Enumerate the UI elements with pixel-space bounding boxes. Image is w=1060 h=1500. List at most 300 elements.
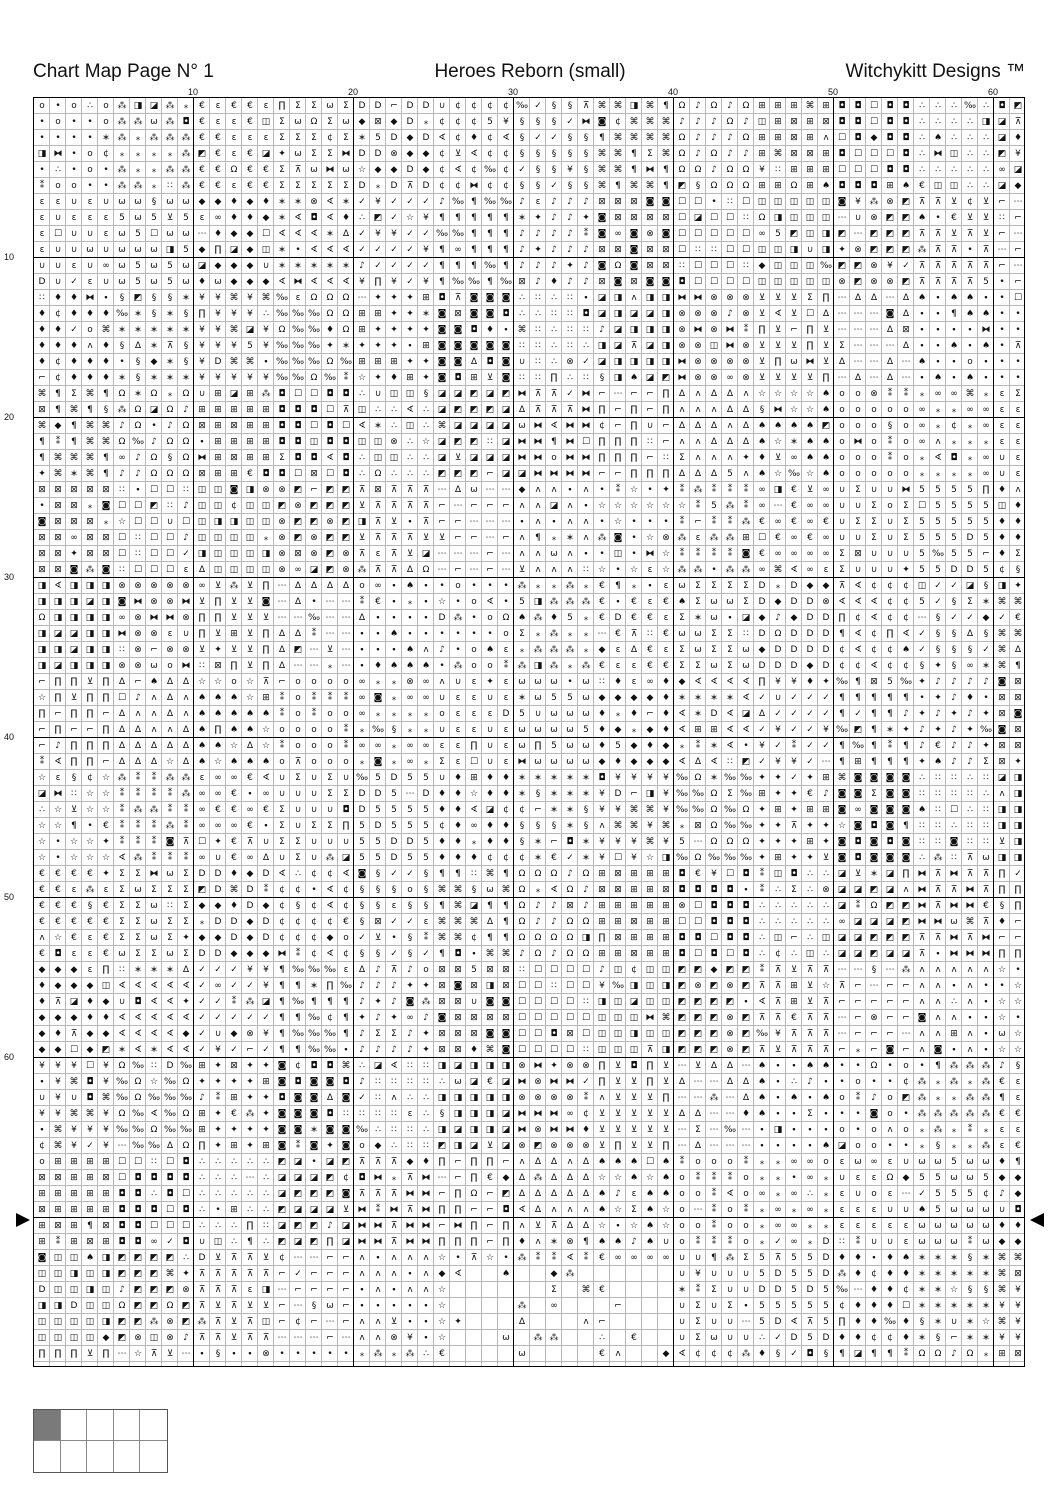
stitch-symbol: ◩ bbox=[898, 210, 914, 226]
stitch-symbol: ⊼ bbox=[802, 1026, 818, 1042]
stitch-symbol: ◘ bbox=[338, 1074, 354, 1090]
stitch-symbol: ⁎ bbox=[914, 1138, 930, 1154]
stitch-symbol: ♠ bbox=[802, 418, 818, 434]
stitch-symbol: ⊠ bbox=[658, 242, 674, 258]
stitch-symbol: ◪ bbox=[642, 306, 658, 322]
stitch-symbol: Ω bbox=[706, 786, 722, 802]
stitch-symbol: ◩ bbox=[146, 1266, 162, 1282]
stitch-symbol: D bbox=[210, 914, 226, 930]
stitch-symbol: ⁂ bbox=[834, 1266, 850, 1282]
stitch-symbol: ∪ bbox=[674, 1298, 690, 1314]
stitch-symbol: ⁂ bbox=[162, 130, 178, 146]
stitch-symbol: ε bbox=[66, 210, 82, 226]
stitch-symbol: § bbox=[546, 162, 562, 178]
stitch-symbol: ∴ bbox=[386, 402, 402, 418]
stitch-symbol: ⌐ bbox=[50, 706, 66, 722]
stitch-symbol: ∙ bbox=[802, 1138, 818, 1154]
stitch-symbol: ◨ bbox=[466, 1106, 482, 1122]
stitch-symbol: ◨ bbox=[994, 802, 1010, 818]
stitch-symbol: ⁑ bbox=[850, 898, 866, 914]
stitch-symbol: ∴ bbox=[962, 178, 978, 194]
stitch-symbol: ✓ bbox=[226, 962, 242, 978]
stitch-symbol: ◙ bbox=[402, 994, 418, 1010]
stitch-symbol: ∷ bbox=[162, 498, 178, 514]
stitch-symbol: ◙ bbox=[34, 1250, 50, 1266]
stitch-symbol: ☆ bbox=[34, 850, 50, 866]
stitch-symbol: ‰ bbox=[306, 338, 322, 354]
stitch-symbol: ʌ bbox=[34, 930, 50, 946]
stitch-symbol: ⊠ bbox=[34, 1170, 50, 1186]
stitch-symbol: ¢ bbox=[866, 642, 882, 658]
stitch-symbol: § bbox=[402, 898, 418, 914]
stitch-symbol: ⊼ bbox=[338, 402, 354, 418]
stitch-symbol: ¥ bbox=[98, 1106, 114, 1122]
stitch-symbol: ʌ bbox=[530, 482, 546, 498]
stitch-symbol: ⌘ bbox=[82, 434, 98, 450]
stitch-symbol: ⁎ bbox=[930, 1074, 946, 1090]
stitch-symbol: ω bbox=[322, 1298, 338, 1314]
stitch-symbol: ⊗ bbox=[130, 610, 146, 626]
stitch-symbol: ∴ bbox=[946, 114, 962, 130]
stitch-symbol: ⊻ bbox=[338, 1202, 354, 1218]
stitch-symbol: ◙ bbox=[306, 1074, 322, 1090]
stitch-symbol: ‰ bbox=[290, 322, 306, 338]
stitch-symbol: ∆ bbox=[450, 482, 466, 498]
stitch-symbol: ⁑ bbox=[578, 1090, 594, 1106]
stitch-symbol: ∢ bbox=[706, 754, 722, 770]
stitch-symbol: ⊼ bbox=[386, 482, 402, 498]
stitch-symbol: ◪ bbox=[594, 306, 610, 322]
stitch-symbol: ⁎ bbox=[946, 402, 962, 418]
stitch-symbol: ¢ bbox=[226, 498, 242, 514]
stitch-symbol: ∴ bbox=[210, 1170, 226, 1186]
stitch-symbol: • bbox=[450, 642, 466, 658]
stitch-symbol: ♦ bbox=[226, 898, 242, 914]
stitch-symbol: ♪ bbox=[578, 882, 594, 898]
stitch-symbol: ¶ bbox=[610, 178, 626, 194]
stitch-symbol: ⊗ bbox=[114, 658, 130, 674]
stitch-symbol: ¢ bbox=[946, 418, 962, 434]
stitch-symbol: D bbox=[418, 786, 434, 802]
stitch-symbol: 5 bbox=[370, 834, 386, 850]
stitch-symbol: 5 bbox=[754, 1266, 770, 1282]
stitch-symbol: • bbox=[322, 1346, 338, 1362]
stitch-symbol: ⋯ bbox=[322, 610, 338, 626]
stitch-symbol: Ω bbox=[786, 178, 802, 194]
stitch-symbol: ◆ bbox=[754, 642, 770, 658]
stitch-symbol: ⊼ bbox=[930, 194, 946, 210]
stitch-symbol: ∗ bbox=[514, 770, 530, 786]
stitch-symbol: ⊠ bbox=[594, 242, 610, 258]
stitch-symbol: ♦ bbox=[898, 1314, 914, 1330]
stitch-symbol: ☐ bbox=[306, 418, 322, 434]
stitch-symbol: Σ bbox=[706, 578, 722, 594]
stitch-symbol: ♪ bbox=[546, 210, 562, 226]
stitch-symbol: • bbox=[306, 882, 322, 898]
stitch-symbol: ◪ bbox=[610, 322, 626, 338]
stitch-symbol: Ω bbox=[162, 434, 178, 450]
stitch-symbol: ◪ bbox=[194, 258, 210, 274]
stitch-symbol: ⌘ bbox=[1010, 594, 1024, 610]
column-label: 40 bbox=[668, 86, 678, 98]
stitch-symbol: ⊻ bbox=[258, 1250, 274, 1266]
stitch-symbol: ⊻ bbox=[770, 450, 786, 466]
stitch-symbol: ✓ bbox=[754, 722, 770, 738]
stitch-symbol: ✦ bbox=[754, 850, 770, 866]
stitch-symbol: Σ bbox=[834, 546, 850, 562]
stitch-symbol: ⁂ bbox=[418, 994, 434, 1010]
stitch-symbol: ⌐ bbox=[338, 1314, 354, 1330]
stitch-symbol: ⊠ bbox=[98, 1170, 114, 1186]
stitch-symbol: ∙ bbox=[930, 338, 946, 354]
stitch-symbol: ∪ bbox=[274, 786, 290, 802]
stitch-symbol: ☐ bbox=[866, 162, 882, 178]
stitch-symbol: ∴ bbox=[562, 370, 578, 386]
stitch-symbol: ✓ bbox=[418, 226, 434, 242]
stitch-symbol: ∴ bbox=[290, 866, 306, 882]
stitch-symbol: ∆ bbox=[274, 642, 290, 658]
stitch-symbol: ⊞ bbox=[642, 866, 658, 882]
stitch-symbol: § bbox=[146, 306, 162, 322]
stitch-symbol: ♦ bbox=[610, 754, 626, 770]
stitch-symbol: ⌘ bbox=[610, 130, 626, 146]
stitch-symbol: 5 bbox=[786, 1282, 802, 1298]
stitch-symbol: ⁎ bbox=[370, 674, 386, 690]
stitch-symbol: ∢ bbox=[114, 850, 130, 866]
stitch-symbol: ◩ bbox=[674, 1010, 690, 1026]
stitch-symbol: ʌ bbox=[706, 402, 722, 418]
stitch-symbol: ¶ bbox=[850, 690, 866, 706]
stitch-symbol: ◆ bbox=[226, 226, 242, 242]
stitch-symbol: ⊠ bbox=[50, 498, 66, 514]
stitch-symbol: ⋯ bbox=[690, 1202, 706, 1218]
stitch-symbol: ☐ bbox=[66, 1042, 82, 1058]
stitch-symbol: ⊗ bbox=[866, 210, 882, 226]
stitch-symbol: ‰ bbox=[178, 1122, 194, 1138]
stitch-symbol: ∷ bbox=[562, 290, 578, 306]
stitch-symbol: ∆ bbox=[738, 1090, 754, 1106]
stitch-symbol: ◩ bbox=[898, 898, 914, 914]
stitch-symbol: ε bbox=[194, 770, 210, 786]
stitch-symbol: € bbox=[594, 578, 610, 594]
stitch-symbol: ⊞ bbox=[210, 450, 226, 466]
stitch-symbol: o bbox=[290, 690, 306, 706]
stitch-symbol: ¥ bbox=[386, 274, 402, 290]
stitch-symbol: o bbox=[402, 882, 418, 898]
stitch-symbol: ε bbox=[66, 882, 82, 898]
stitch-symbol: ☐ bbox=[802, 306, 818, 322]
stitch-symbol: o bbox=[866, 450, 882, 466]
stitch-symbol: ‰ bbox=[450, 274, 466, 290]
stitch-symbol: ⊞ bbox=[658, 930, 674, 946]
stitch-symbol: ◙ bbox=[338, 1138, 354, 1154]
stitch-symbol: ⋯ bbox=[322, 594, 338, 610]
stitch-symbol: ¶ bbox=[834, 690, 850, 706]
stitch-symbol: ⁑ bbox=[146, 770, 162, 786]
stitch-symbol: ⁑ bbox=[690, 546, 706, 562]
stitch-symbol: ♠ bbox=[818, 386, 834, 402]
stitch-symbol: ♦ bbox=[226, 866, 242, 882]
stitch-symbol: • bbox=[850, 1122, 866, 1138]
stitch-symbol: ∏ bbox=[66, 754, 82, 770]
stitch-symbol: ε bbox=[866, 1202, 882, 1218]
stitch-symbol: 5 bbox=[354, 850, 370, 866]
stitch-symbol: ¢ bbox=[50, 370, 66, 386]
stitch-symbol: § bbox=[882, 418, 898, 434]
stitch-symbol: ∏ bbox=[98, 1346, 114, 1362]
stitch-symbol: ∙ bbox=[562, 482, 578, 498]
stitch-symbol: ☆ bbox=[98, 770, 114, 786]
stitch-symbol: ⊻ bbox=[226, 594, 242, 610]
stitch-symbol: ⊼ bbox=[754, 978, 770, 994]
stitch-symbol: ε bbox=[82, 930, 98, 946]
stitch-symbol: ∴ bbox=[962, 130, 978, 146]
stitch-symbol: ⁂ bbox=[930, 1106, 946, 1122]
stitch-symbol: ∙ bbox=[386, 610, 402, 626]
stitch-symbol: ☐ bbox=[706, 210, 722, 226]
stitch-symbol: ◫ bbox=[594, 1026, 610, 1042]
stitch-symbol: ∙ bbox=[418, 1298, 434, 1314]
stitch-symbol: ⊻ bbox=[194, 642, 210, 658]
stitch-symbol: ∴ bbox=[258, 1170, 274, 1186]
stitch-symbol: ¢ bbox=[482, 146, 498, 162]
stitch-symbol: ✓ bbox=[562, 850, 578, 866]
stitch-symbol: ω bbox=[786, 354, 802, 370]
stitch-symbol: ♠ bbox=[754, 1058, 770, 1074]
stitch-symbol: ∆ bbox=[530, 1186, 546, 1202]
stitch-symbol: ◩ bbox=[882, 898, 898, 914]
stitch-symbol: ✓ bbox=[354, 930, 370, 946]
stitch-symbol: ⊞ bbox=[802, 834, 818, 850]
stitch-symbol: ʌ bbox=[530, 562, 546, 578]
stitch-symbol: ε bbox=[194, 210, 210, 226]
stitch-symbol: ⁂ bbox=[562, 642, 578, 658]
stitch-symbol: ♪ bbox=[434, 642, 450, 658]
stitch-symbol: ⊞ bbox=[706, 722, 722, 738]
stitch-symbol: • bbox=[82, 178, 98, 194]
stitch-symbol: ¥ bbox=[1010, 1314, 1024, 1330]
stitch-symbol: ⊼ bbox=[402, 1202, 418, 1218]
stitch-symbol: o bbox=[338, 706, 354, 722]
stitch-symbol: ◪ bbox=[994, 178, 1010, 194]
stitch-symbol: ∗ bbox=[178, 290, 194, 306]
stitch-symbol: ∪ bbox=[306, 802, 322, 818]
stitch-symbol: 5 bbox=[914, 482, 930, 498]
stitch-symbol: ω bbox=[178, 226, 194, 242]
stitch-symbol: § bbox=[578, 162, 594, 178]
stitch-symbol: ⋯ bbox=[194, 226, 210, 242]
stitch-symbol: € bbox=[594, 1282, 610, 1298]
stitch-symbol: ◙ bbox=[642, 194, 658, 210]
stitch-symbol: € bbox=[754, 514, 770, 530]
stitch-symbol: ◘ bbox=[882, 162, 898, 178]
stitch-symbol: ε bbox=[626, 1186, 642, 1202]
stitch-symbol: ⊠ bbox=[498, 962, 514, 978]
stitch-symbol: ¥ bbox=[242, 962, 258, 978]
stitch-symbol: ♠ bbox=[818, 450, 834, 466]
stitch-symbol: ⁂ bbox=[866, 194, 882, 210]
stitch-symbol: • bbox=[82, 130, 98, 146]
stitch-symbol: ∙ bbox=[418, 626, 434, 642]
stitch-symbol: ⊻ bbox=[818, 354, 834, 370]
stitch-symbol: ⌘ bbox=[1010, 626, 1024, 642]
stitch-symbol: ε bbox=[658, 642, 674, 658]
stitch-symbol: ∢ bbox=[354, 418, 370, 434]
stitch-symbol: Σ bbox=[898, 530, 914, 546]
stitch-symbol: ◘ bbox=[706, 914, 722, 930]
stitch-symbol: ♦ bbox=[34, 994, 50, 1010]
stitch-symbol: ⋯ bbox=[290, 1250, 306, 1266]
stitch-symbol: o bbox=[34, 1154, 50, 1170]
stitch-symbol: ✓ bbox=[402, 242, 418, 258]
stitch-symbol: Ω bbox=[674, 146, 690, 162]
stitch-symbol: 5 bbox=[354, 818, 370, 834]
stitch-symbol: ⊞ bbox=[66, 1154, 82, 1170]
stitch-symbol: ☐ bbox=[338, 418, 354, 434]
stitch-symbol: ✓ bbox=[930, 594, 946, 610]
stitch-symbol: ◩ bbox=[738, 1042, 754, 1058]
stitch-symbol: ⊗ bbox=[738, 354, 754, 370]
stitch-symbol: ε bbox=[370, 546, 386, 562]
stitch-symbol: ∴ bbox=[770, 914, 786, 930]
stitch-symbol: ∆ bbox=[722, 1058, 738, 1074]
stitch-symbol: ◫ bbox=[802, 226, 818, 242]
stitch-symbol: ¢ bbox=[898, 610, 914, 626]
stitch-symbol: ¶ bbox=[290, 1010, 306, 1026]
stitch-symbol: ⊻ bbox=[770, 1042, 786, 1058]
stitch-symbol: D bbox=[770, 1282, 786, 1298]
stitch-symbol: § bbox=[962, 1282, 978, 1298]
stitch-symbol: ¢ bbox=[450, 178, 466, 194]
stitch-symbol: ⊠ bbox=[994, 690, 1010, 706]
stitch-symbol: ω bbox=[978, 1234, 994, 1250]
stitch-symbol: ¥ bbox=[770, 674, 786, 690]
stitch-symbol: ⊠ bbox=[98, 546, 114, 562]
stitch-symbol: ∆ bbox=[306, 578, 322, 594]
stitch-symbol: ⌐ bbox=[34, 674, 50, 690]
stitch-symbol: Ω bbox=[178, 418, 194, 434]
stitch-symbol: ∞ bbox=[658, 1250, 674, 1266]
stitch-symbol: ⋯ bbox=[338, 594, 354, 610]
stitch-symbol: ⊼ bbox=[418, 514, 434, 530]
stitch-symbol: ∪ bbox=[722, 1314, 738, 1330]
stitch-symbol: ✦ bbox=[370, 322, 386, 338]
stitch-symbol: ⌘ bbox=[50, 466, 66, 482]
stitch-symbol: ⋯ bbox=[450, 498, 466, 514]
stitch-symbol: ◆ bbox=[1010, 178, 1024, 194]
stitch-symbol: ¶ bbox=[466, 242, 482, 258]
stitch-symbol: ∢ bbox=[722, 674, 738, 690]
stitch-symbol: ◫ bbox=[914, 578, 930, 594]
stitch-symbol: ¶ bbox=[930, 1058, 946, 1074]
stitch-symbol: o bbox=[322, 722, 338, 738]
stitch-symbol: ◫ bbox=[50, 1314, 66, 1330]
stitch-symbol: ω bbox=[450, 1074, 466, 1090]
stitch-symbol: ∗ bbox=[274, 258, 290, 274]
stitch-symbol: ⁑ bbox=[754, 962, 770, 978]
stitch-symbol: ⌐ bbox=[434, 498, 450, 514]
stitch-symbol: ʌ bbox=[418, 1282, 434, 1298]
stitch-symbol: ☐ bbox=[1010, 290, 1024, 306]
stitch-symbol: ¢ bbox=[626, 962, 642, 978]
stitch-symbol: ∪ bbox=[482, 722, 498, 738]
stitch-symbol: ε bbox=[1010, 418, 1024, 434]
stitch-symbol: ∷ bbox=[370, 1106, 386, 1122]
stitch-symbol: ◨ bbox=[66, 578, 82, 594]
stitch-symbol: € bbox=[210, 130, 226, 146]
stitch-symbol: ⁎ bbox=[930, 466, 946, 482]
stitch-symbol: ¶ bbox=[290, 978, 306, 994]
stitch-symbol: ⊼ bbox=[242, 1266, 258, 1282]
stitch-symbol: ʌ bbox=[962, 962, 978, 978]
stitch-symbol: ♪ bbox=[546, 898, 562, 914]
stitch-symbol: ⊞ bbox=[98, 1202, 114, 1218]
stitch-symbol: ♠ bbox=[258, 706, 274, 722]
stitch-symbol: ⊠ bbox=[34, 402, 50, 418]
stitch-symbol: ⊠ bbox=[66, 498, 82, 514]
stitch-symbol: ∙ bbox=[258, 354, 274, 370]
stitch-symbol: ♠ bbox=[242, 706, 258, 722]
stitch-symbol: ¶ bbox=[66, 418, 82, 434]
stitch-symbol: ◙ bbox=[34, 514, 50, 530]
stitch-symbol: ☐ bbox=[706, 274, 722, 290]
stitch-symbol: ◨ bbox=[98, 658, 114, 674]
stitch-symbol: ◨ bbox=[658, 338, 674, 354]
stitch-symbol: ⊞ bbox=[242, 386, 258, 402]
stitch-symbol: ◩ bbox=[706, 1042, 722, 1058]
stitch-symbol: € bbox=[210, 146, 226, 162]
stitch-symbol: ⁂ bbox=[546, 642, 562, 658]
stitch-symbol: ∪ bbox=[850, 1186, 866, 1202]
stitch-symbol: ∆ bbox=[674, 1106, 690, 1122]
stitch-symbol: ♠ bbox=[626, 1154, 642, 1170]
stitch-symbol: Ω bbox=[610, 258, 626, 274]
stitch-symbol: ◨ bbox=[578, 930, 594, 946]
stitch-symbol: 5 bbox=[914, 514, 930, 530]
stitch-symbol: ⊞ bbox=[50, 1202, 66, 1218]
stitch-symbol: ✓ bbox=[802, 754, 818, 770]
stitch-symbol: ∞ bbox=[946, 386, 962, 402]
stitch-symbol: ⊞ bbox=[210, 386, 226, 402]
stitch-symbol: Σ bbox=[306, 130, 322, 146]
stitch-symbol: ⧓ bbox=[402, 1234, 418, 1250]
stitch-symbol: Ω bbox=[546, 930, 562, 946]
stitch-symbol: o bbox=[482, 658, 498, 674]
stitch-symbol: ◆ bbox=[658, 754, 674, 770]
stitch-symbol: ◨ bbox=[818, 226, 834, 242]
stitch-symbol: Σ bbox=[178, 946, 194, 962]
stitch-symbol: ∗ bbox=[338, 194, 354, 210]
stitch-symbol: ◪ bbox=[274, 1186, 290, 1202]
stitch-symbol: ⁎ bbox=[978, 1122, 994, 1138]
stitch-symbol: ⌐ bbox=[898, 1042, 914, 1058]
stitch-symbol: ⊼ bbox=[370, 530, 386, 546]
stitch-symbol: ∗ bbox=[962, 1314, 978, 1330]
stitch-symbol: € bbox=[34, 898, 50, 914]
stitch-symbol: ∴ bbox=[194, 1170, 210, 1186]
stitch-symbol: ⋯ bbox=[770, 498, 786, 514]
stitch-symbol: ⁎ bbox=[162, 386, 178, 402]
stitch-symbol: ⊼ bbox=[546, 386, 562, 402]
stitch-symbol: ε bbox=[450, 738, 466, 754]
stitch-symbol: ◫ bbox=[210, 498, 226, 514]
stitch-symbol: € bbox=[210, 162, 226, 178]
stitch-symbol: ◨ bbox=[66, 610, 82, 626]
stitch-symbol: ⁑ bbox=[162, 802, 178, 818]
stitch-symbol: ✓ bbox=[66, 274, 82, 290]
stitch-symbol: ⋯ bbox=[994, 242, 1010, 258]
stitch-symbol: ⁑ bbox=[146, 834, 162, 850]
